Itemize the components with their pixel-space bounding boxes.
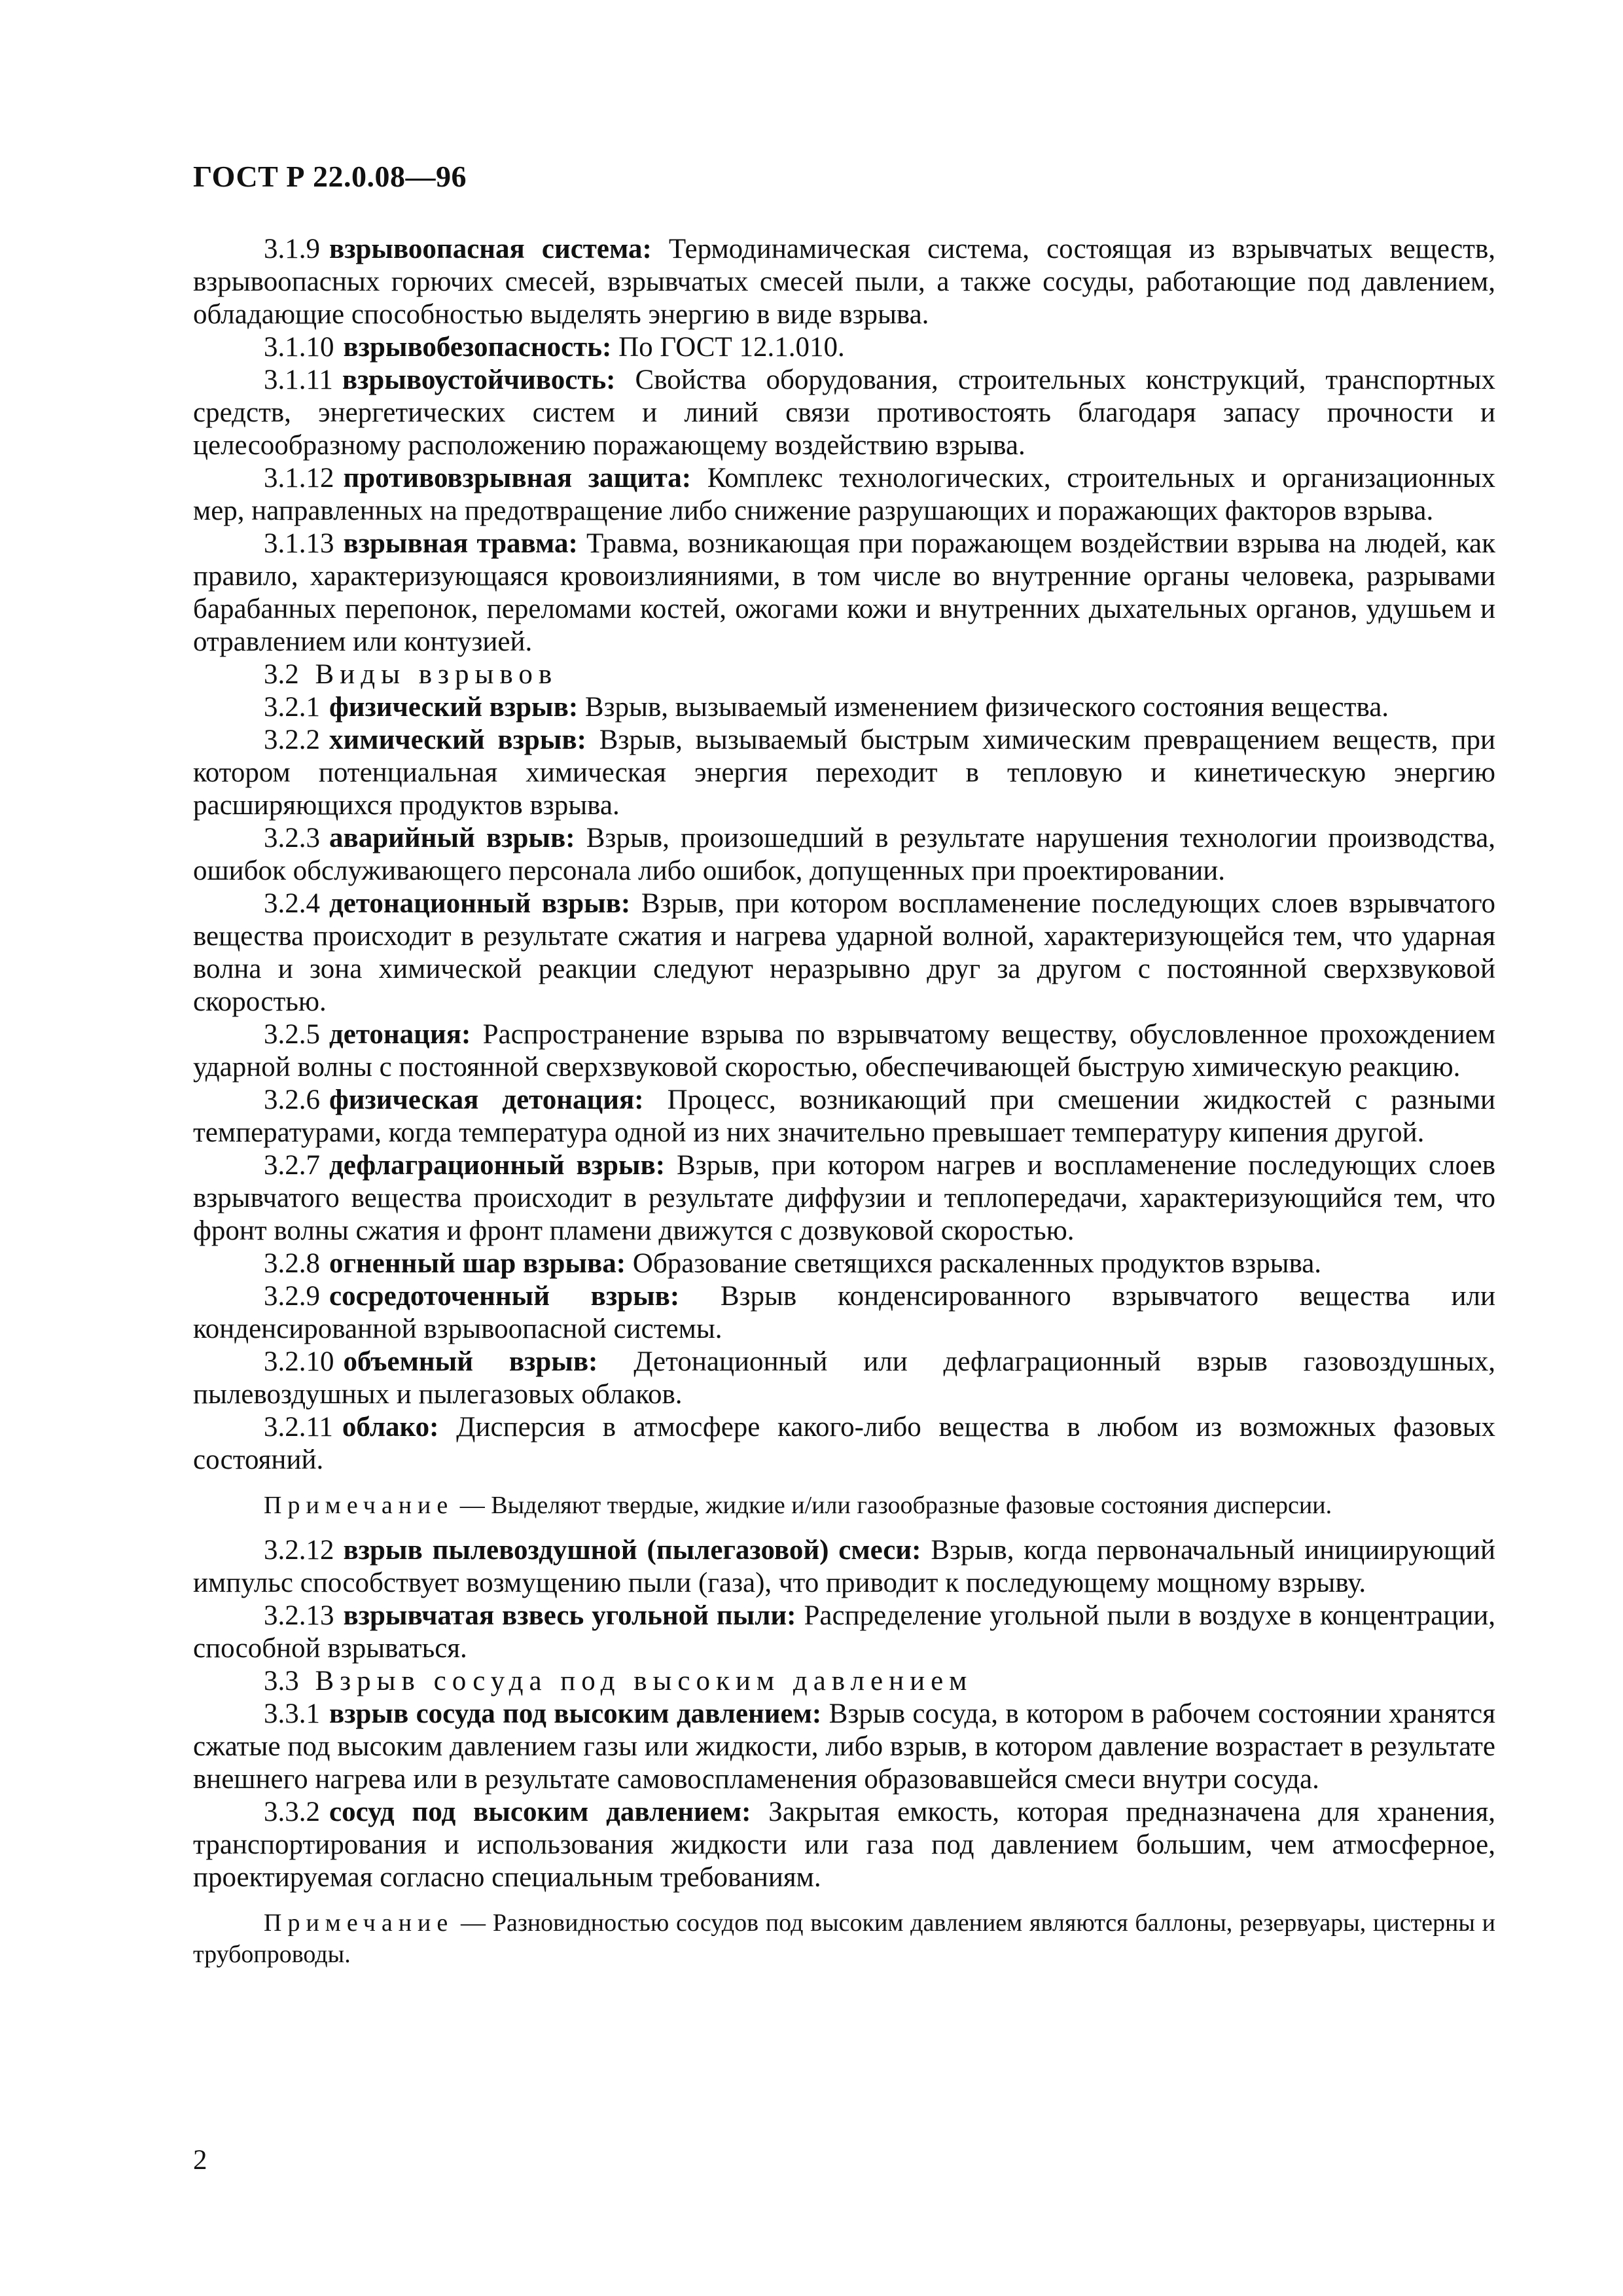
section-heading-3-3	[193, 1665, 1495, 1698]
entry-term: сосуд под высоким давлением:	[329, 1797, 751, 1827]
entry-term: взрывобезопасность:	[343, 332, 612, 363]
entry-term: физический взрыв:	[329, 692, 579, 723]
entry-definition: Взрыв, при котором нагрев и воспламенение последующих слоев взрывчатого вещества происходит в результате диффузии и теплопередачи, характеризующийся тем, что фронт волны сжатия и фронт пламени движутся с дозвуковой скоростью.	[193, 1150, 1495, 1246]
entry-number: 3.2.13	[264, 1600, 334, 1631]
entry-3-2-6	[193, 1084, 1495, 1149]
page-number: 2	[193, 2145, 207, 2176]
section-title: Виды взрывов	[315, 659, 558, 690]
entry-3-3-2	[193, 1796, 1495, 1894]
entry-definition: Взрыв, вызываемый быстрым химическим превращением веществ, при котором потенциальная химическая энергия переходит в тепловую и кинетическую энергию расширяющихся продуктов взрыва.	[193, 725, 1495, 821]
entry-definition: Взрыв, произошедший в результате нарушения технологии производства, ошибок обслуживающего персонала либо ошибок, допущенных при проектировании.	[193, 823, 1496, 886]
entry-definition: Взрыв сосуда, в котором в рабочем состоянии хранятся сжатые под высоким давлением газы или жидкости, либо взрыв, в котором давление возрастает в результате внешнего нагрева или в результате самовоспламенения образовавшейся смеси внутри сосуда.	[193, 1698, 1495, 1795]
entry-3-2-12	[193, 1534, 1495, 1600]
entry-3-2-2	[193, 724, 1495, 822]
entry-3-2-1	[193, 691, 1495, 724]
section-title: Взрыв сосуда под высоким давлением	[315, 1666, 973, 1696]
entry-3-1-12	[193, 462, 1495, 528]
note-label: Примечание	[264, 1909, 454, 1937]
note-label: Примечание	[264, 1492, 454, 1519]
entry-term: взрывоопасная система:	[329, 234, 652, 264]
entry-definition: Дисперсия в атмосфере какого-либо вещества в любом из возможных фазовых состояний.	[193, 1412, 1495, 1475]
entry-term: аварийный взрыв:	[329, 823, 575, 853]
entry-term: взрывная травма:	[343, 528, 578, 559]
section-heading-3-2	[193, 658, 1495, 691]
entry-term: химический взрыв:	[329, 725, 586, 755]
entry-number: 3.2.11	[264, 1412, 333, 1443]
entry-3-2-4	[193, 888, 1495, 1018]
entry-number: 3.2.6	[264, 1085, 320, 1115]
entry-definition: Распределение угольной пыли в воздухе в концентрации, способной взрываться.	[193, 1600, 1496, 1664]
entry-term: детонация:	[329, 1019, 471, 1050]
entry-definition: Процесс, возникающий при смешении жидкостей с разными температурами, когда температура одной из них значительно превышает температуру кипения другой.	[193, 1085, 1496, 1148]
entry-number: 3.3.2	[264, 1797, 320, 1827]
entry-number: 3.2.5	[264, 1019, 320, 1050]
entry-term: физическая детонация:	[329, 1085, 644, 1115]
entry-term: дефлаграционный взрыв:	[329, 1150, 666, 1181]
entry-definition: Распространение взрыва по взрывчатому веществу, обусловленное прохождением ударной волны с постоянной сверхзвуковой скоростью, обеспечивающей быструю химическую реакцию.	[193, 1019, 1496, 1083]
entry-definition: Взрыв конденсированного взрывчатого вещества или конденсированной взрывоопасной системы.	[193, 1281, 1495, 1344]
entry-number: 3.2.4	[264, 888, 320, 919]
entry-term: детонационный взрыв:	[329, 888, 631, 919]
note-vessels	[193, 1907, 1495, 1970]
entry-definition: Закрытая емкость, которая предназначена для хранения, транспортирования и использования жидкости или газа под давлением большим, чем атмосферное, проектируемая согласно специальным требованиям.	[193, 1797, 1495, 1893]
entry-definition: Травма, возникающая при поражающем воздействии взрыва на людей, как правило, характеризующаяся кровоизлияниями, в том числе во внутренние органы человека, разрывами барабанных перепонок, переломами костей, ожогами кожи и внутренних дыхательных органов, удушьем и отравлением или контузией.	[193, 528, 1495, 657]
entry-3-1-9	[193, 233, 1495, 331]
entry-definition: Образование светящихся раскаленных продуктов взрыва.	[632, 1248, 1322, 1279]
entry-number: 3.2.10	[264, 1346, 334, 1377]
entry-number: 3.3.1	[264, 1698, 320, 1729]
entry-3-2-13	[193, 1600, 1495, 1665]
entry-term: взрывоустойчивость:	[342, 365, 616, 395]
entry-3-1-13	[193, 528, 1495, 658]
entry-number: 3.1.12	[264, 463, 334, 493]
entry-3-2-3	[193, 822, 1495, 888]
entry-term: объемный взрыв:	[343, 1346, 598, 1377]
entry-number: 3.2.12	[264, 1535, 334, 1566]
entry-number: 3.2.9	[264, 1281, 320, 1312]
entry-3-2-7	[193, 1149, 1495, 1247]
entry-definition: По ГОСТ 12.1.010.	[618, 332, 845, 363]
entry-term: огненный шар взрыва:	[329, 1248, 626, 1279]
document-code-header: ГОСТ Р 22.0.08—96	[193, 160, 467, 193]
entry-term: облако:	[342, 1412, 439, 1443]
entry-definition: Взрыв, при котором воспламенение последующих слоев взрывчатого вещества происходит в результате сжатия и нагрева ударной волной, характеризующейся тем, что ударная волна и зона химической реакции следуют неразрывно друг за другом с постоянной сверхзвуковой скоростью.	[193, 888, 1496, 1017]
entry-number: 3.2.8	[264, 1248, 320, 1279]
entry-definition: Комплекс технологических, строительных и организационных мер, направленных на предотвращение либо снижение разрушающих и поражающих факторов взрыва.	[193, 463, 1495, 526]
entry-3-1-11	[193, 364, 1495, 462]
entry-term: противовзрывная защита:	[343, 463, 692, 493]
entry-number: 3.2.1	[264, 692, 320, 723]
entry-term: взрыв сосуда под высоким давлением:	[329, 1698, 822, 1729]
entry-number: 3.2.3	[264, 823, 320, 853]
entry-term: взрывчатая взвесь угольной пыли:	[343, 1600, 796, 1631]
note-dispersion	[193, 1490, 1495, 1521]
entry-3-3-1	[193, 1698, 1495, 1796]
note-text: — Выделяют твердые, жидкие и/или газообразные фазовые состояния дисперсии.	[459, 1492, 1332, 1519]
entry-number: 3.2.2	[264, 725, 320, 755]
entry-term: взрыв пылевоздушной (пылегазовой) смеси:	[343, 1535, 921, 1566]
entry-number: 3.1.11	[264, 365, 333, 395]
entry-number: 3.1.10	[264, 332, 334, 363]
entry-definition: Термодинамическая система, состоящая из взрывчатых веществ, взрывоопасных горючих смесей, взрывчатых смесей пыли, а также сосуды, работающие под давлением, обладающие способностью выделять энергию в виде взрыва.	[193, 234, 1496, 330]
note-text: — Разновидностью сосудов под высоким давлением являются баллоны, резервуары, цистерны и трубопроводы.	[193, 1909, 1496, 1968]
entry-3-1-10	[193, 331, 1495, 364]
entry-number: 3.1.13	[264, 528, 334, 559]
entry-definition: Взрыв, вызываемый изменением физического состояния вещества.	[584, 692, 1389, 723]
entry-3-2-11	[193, 1411, 1495, 1477]
entry-3-2-8	[193, 1247, 1495, 1280]
entry-definition: Свойства оборудования, строительных конструкций, транспортных средств, энергетических систем и линий связи противостоять благодаря запасу прочности и целесообразному расположению поражающему воздействию взрыва.	[193, 365, 1496, 461]
entry-3-2-10	[193, 1346, 1495, 1411]
document-body	[193, 233, 1495, 1983]
entry-3-2-9	[193, 1280, 1495, 1346]
section-number: 3.2	[264, 659, 299, 690]
entry-number: 3.2.7	[264, 1150, 320, 1181]
entry-3-2-5	[193, 1018, 1495, 1084]
entry-definition: Взрыв, когда первоначальный инициирующий импульс способствует возмущению пыли (газа), что приводит к последующему мощному взрыву.	[193, 1535, 1496, 1598]
section-number: 3.3	[264, 1666, 299, 1696]
entry-number: 3.1.9	[264, 234, 320, 264]
entry-term: сосредоточенный взрыв:	[329, 1281, 680, 1312]
entry-definition: Детонационный или дефлаграционный взрыв газовоздушных, пылевоздушных и пылегазовых облаков.	[193, 1346, 1495, 1410]
